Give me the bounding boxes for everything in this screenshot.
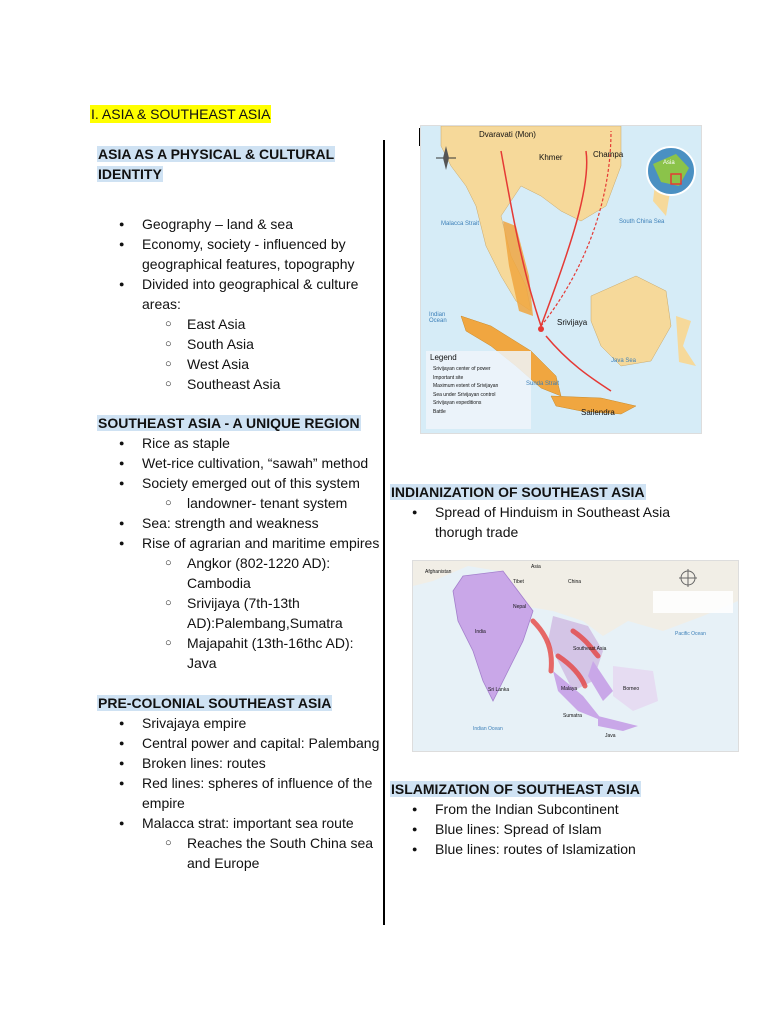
right-column-islamization [390,779,690,859]
legend-item: Important site [433,374,464,381]
page-title: I. ASIA & SOUTHEAST ASIA [91,106,271,122]
map-label: Pacific Ocean [675,631,706,637]
map-label: China [568,579,582,585]
map-label: Asia [531,564,541,570]
sub-list-item: ○ South Asia [97,334,382,354]
list-item: ● Society emerged out of this system [97,473,382,493]
legend-item: Battle [433,408,446,415]
map-label: Afghanistan [425,569,452,575]
heading-line: ISLAMIZATION OF SOUTHEAST ASIA [391,781,640,797]
legend-item: Sea under Srivijayan control [433,391,496,398]
indianization-map-graphic [413,561,738,751]
map-label: Sumatra [563,713,582,719]
map-label: Srivijaya [557,318,588,327]
list-item: ● Srivajaya empire [97,713,382,733]
map-label: Java [605,733,616,739]
map-label: Borneo [623,686,640,692]
section-heading-islamization [390,779,690,799]
indianization-list [390,502,690,542]
map-label: Sunda Strait [526,381,560,387]
precolonial-list [97,713,382,873]
indianization-map [412,560,739,752]
section-heading-precolonial [97,693,382,713]
map-label: Java Sea [611,358,637,364]
column-divider [383,140,385,925]
map-label: Tibet [513,579,524,585]
section-heading-indianization [390,482,690,502]
legend-item: Srivijayan center of power [433,366,491,372]
heading-line: INDIANIZATION OF SOUTHEAST ASIA [391,484,645,500]
sub-list-item: ○ Srivijaya (7th-13th AD):Palembang,Sumatra [97,593,382,633]
legend-item: Srivijayan expeditions [433,400,482,406]
list-item: ● Central power and capital: Palembang [97,733,382,753]
sub-list-item: ○ Reaches the South China sea and Europe [97,833,382,873]
map-label: India [475,629,486,635]
list-item: ● Rice as staple [97,433,382,453]
list-item: ● Sea: strength and weakness [97,513,382,533]
globe-inset-icon [647,147,695,195]
list-item: ● Divided into geographical & culture areas: [97,274,382,314]
map-label: Sailendra [581,408,615,417]
sub-list-item: ○ East Asia [97,314,382,334]
legend-title: Legend [430,353,457,362]
srivijaya-capital-marker [538,326,544,332]
list-item: ● Malacca strat: important sea route [97,813,382,833]
list-item: ● Broken lines: routes [97,753,382,773]
map-label: Dvaravati (Mon) [479,130,536,139]
list-item: ● Spread of Hinduism in Southeast Asia thorugh trade [390,502,690,542]
map-label: South China Sea [619,219,665,225]
sub-list-item: ○ Southeast Asia [97,374,382,394]
asia-identity-list [97,214,382,394]
right-column-indianization [390,482,690,542]
list-item: ● Blue lines: Spread of Islam [390,819,690,839]
map-label: Southeast Asia [573,646,607,652]
sub-list-item: ○ Majapahit (13th-16thc AD): Java [97,633,382,673]
section-heading-asia-identity [97,144,382,184]
map-label: Indian Ocean [429,312,447,324]
map-label: Nepal [513,604,527,610]
heading-line: ASIA AS A PHYSICAL & CULTURAL [98,146,335,162]
map-label: Champa [593,150,624,159]
left-column [97,144,382,873]
map-label: Malacca Strait [441,221,480,227]
heading-line: IDENTITY [98,166,162,182]
list-item: ● Rise of agrarian and maritime empires [97,533,382,553]
sub-list-item: ○ West Asia [97,354,382,374]
section-heading-southeast-asia-unique [97,413,382,433]
list-item: ● Wet-rice cultivation, “sawah” method [97,453,382,473]
southeast-asia-list [97,433,382,673]
sub-list-item: ○ Angkor (802-1220 AD): Cambodia [97,553,382,593]
map-label: Sri Lanka [488,687,510,693]
list-item: ● Economy, society - influenced by geographical features, topography [97,234,382,274]
heading-line: PRE-COLONIAL SOUTHEAST ASIA [98,695,332,711]
map-legend [433,365,528,416]
islamization-list [390,799,690,859]
list-item: ● From the Indian Subcontinent [390,799,690,819]
heading-line: SOUTHEAST ASIA - A UNIQUE REGION [98,415,360,431]
legend-item: Maximum extent of Srivijayan [433,383,499,389]
map-label: Asia [663,160,675,166]
list-item: ● Blue lines: routes of Islamization [390,839,690,859]
list-item: ● Geography – land & sea [97,214,382,234]
srivijaya-map [420,125,702,434]
map-label: Malaya [561,686,578,692]
map-label: Indian Ocean [473,726,503,732]
map-label: Khmer [539,153,563,162]
sub-list-item: ○ landowner- tenant system [97,493,382,513]
list-item: ● Red lines: spheres of influence of the empire [97,773,382,813]
